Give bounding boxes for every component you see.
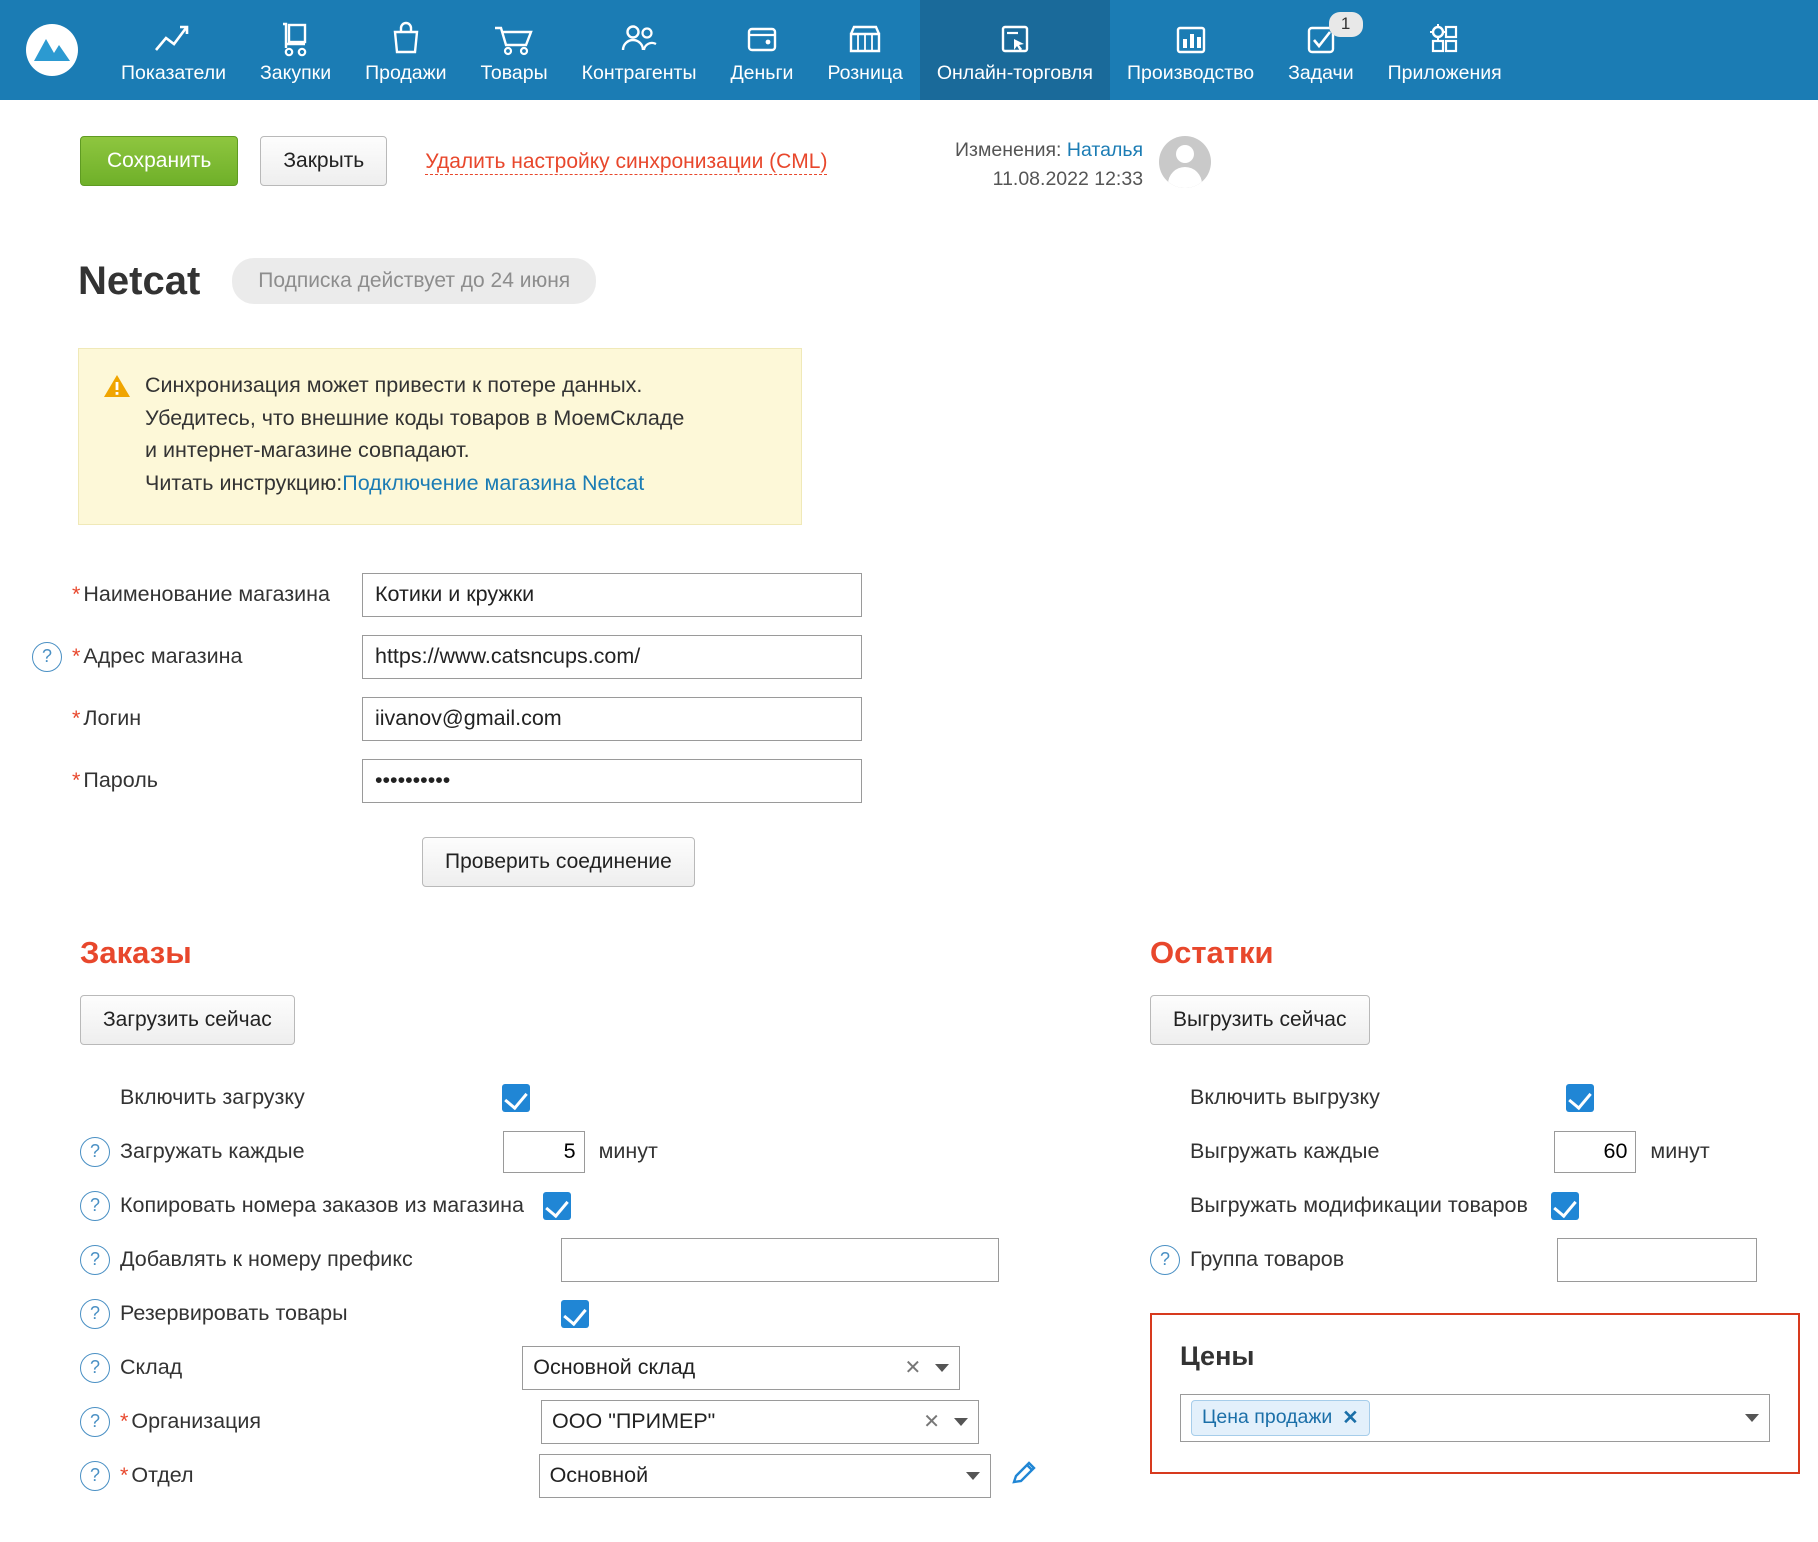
nav-item-label: Деньги xyxy=(730,62,794,85)
nav-item-label: Закупки xyxy=(259,62,332,85)
nav-item-prilozheniya[interactable] xyxy=(1371,0,1519,100)
orders-section xyxy=(0,935,1150,1503)
field-label: * Пароль xyxy=(72,768,158,793)
organization-value: ООО "ПРИМЕР" xyxy=(552,1409,716,1434)
warehouse-label: Склад xyxy=(120,1355,183,1380)
row-export-variants xyxy=(1150,1179,1790,1233)
load-interval-label: Загружать каждые xyxy=(120,1139,305,1164)
nav-item-label: Контрагенты xyxy=(581,62,697,85)
order-prefix-label: Добавлять к номеру префикс xyxy=(120,1247,413,1272)
nav-item-zadachi[interactable] xyxy=(1271,0,1370,100)
nav-item-label: Показатели xyxy=(121,62,226,85)
store-name-input[interactable] xyxy=(362,573,862,617)
product-group-label: Группа товаров xyxy=(1190,1247,1345,1272)
warning-banner xyxy=(78,348,802,525)
chevron-down-icon[interactable] xyxy=(966,1472,980,1480)
instruction-link[interactable]: Подключение магазина Netcat xyxy=(342,471,645,496)
nav-item-label: Продажи xyxy=(365,62,447,85)
hand-truck-icon xyxy=(275,17,317,61)
field-label: * Логин xyxy=(72,706,142,731)
enable-load-checkbox[interactable] xyxy=(502,1084,530,1112)
nav-item-dengi[interactable] xyxy=(713,0,810,100)
row-enable-export xyxy=(1150,1071,1790,1125)
online-store-cursor-icon xyxy=(994,17,1036,61)
export-variants-checkbox[interactable] xyxy=(1551,1192,1579,1220)
organization-select[interactable] xyxy=(541,1400,979,1444)
department-value: Основной xyxy=(549,1463,649,1488)
row-reserve-goods xyxy=(80,1287,1150,1341)
form-row-login xyxy=(0,697,1818,741)
copy-order-numbers-label: Копировать номера заказов из магазина xyxy=(120,1193,524,1218)
store-settings-form xyxy=(0,573,1818,887)
moysklad-logo-icon xyxy=(26,24,78,76)
reserve-goods-label: Резервировать товары xyxy=(120,1301,348,1326)
nav-item-label: Онлайн-торговля xyxy=(936,62,1093,85)
enable-export-checkbox[interactable] xyxy=(1566,1084,1594,1112)
store-icon xyxy=(844,17,886,61)
warehouse-select[interactable] xyxy=(522,1346,960,1390)
nav-item-label: Розница xyxy=(827,62,903,85)
field-label: * Адрес магазина xyxy=(72,644,243,669)
warning-line-2: Убедитесь, что внешние коды товаров в МоемСкладе xyxy=(145,405,685,430)
row-copy-order-numbers xyxy=(80,1179,1150,1233)
apps-gear-icon xyxy=(1424,17,1466,61)
sync-settings-columns xyxy=(0,935,1818,1503)
warning-line-1: Синхронизация может привести к потере данных. xyxy=(145,373,643,397)
close-button[interactable]: Закрыть xyxy=(260,136,387,186)
warning-line-4: Читать инструкцию: xyxy=(145,471,343,496)
nav-item-proizvodstvo[interactable] xyxy=(1110,0,1271,100)
clear-icon[interactable]: ✕ xyxy=(923,1411,941,1434)
load-interval-unit: минут xyxy=(598,1139,658,1164)
stock-section xyxy=(1150,935,1790,1503)
field-label: * Наименование магазина xyxy=(72,582,330,607)
help-icon[interactable]: ? xyxy=(80,1407,110,1437)
help-icon[interactable]: ? xyxy=(80,1353,110,1383)
nav-item-label: Приложения xyxy=(1387,62,1502,85)
export-interval-unit: минут xyxy=(1650,1139,1710,1164)
department-label: * Отдел xyxy=(120,1463,194,1488)
export-variants-label: Выгружать модификации товаров xyxy=(1190,1193,1528,1218)
tasks-badge: 1 xyxy=(1329,12,1363,37)
shopping-cart-icon xyxy=(491,17,537,61)
department-select[interactable] xyxy=(539,1454,991,1498)
nav-item-online-torgovlya[interactable] xyxy=(920,0,1110,100)
export-interval-input[interactable] xyxy=(1554,1131,1636,1173)
top-navigation xyxy=(0,0,1818,100)
prices-highlight-box xyxy=(1150,1313,1800,1474)
changes-date: 11.08.2022 12:33 xyxy=(992,168,1144,191)
row-enable-load xyxy=(80,1071,1150,1125)
reserve-goods-checkbox[interactable] xyxy=(561,1300,589,1328)
order-prefix-input[interactable] xyxy=(561,1238,999,1282)
enable-export-label: Включить выгрузку xyxy=(1190,1085,1380,1110)
load-interval-input[interactable] xyxy=(503,1131,585,1173)
wallet-icon xyxy=(741,17,783,61)
row-department xyxy=(80,1449,1150,1503)
product-group-input[interactable] xyxy=(1557,1238,1757,1282)
chevron-down-icon[interactable] xyxy=(1745,1414,1759,1422)
help-icon[interactable]: ? xyxy=(80,1245,110,1275)
orders-section-title: Заказы xyxy=(80,934,192,970)
help-icon[interactable]: ? xyxy=(1150,1245,1180,1275)
nav-item-kontragenty[interactable] xyxy=(565,0,714,100)
nav-item-pokazateli[interactable] xyxy=(104,0,243,100)
nav-item-roznica[interactable] xyxy=(810,0,919,100)
login-input[interactable] xyxy=(362,697,862,741)
save-button[interactable]: Сохранить xyxy=(80,136,238,186)
action-toolbar xyxy=(0,100,1818,191)
warning-triangle-icon xyxy=(103,373,131,500)
export-now-button[interactable]: Выгрузить сейчас xyxy=(1150,995,1370,1045)
help-icon[interactable]: ? xyxy=(80,1137,110,1167)
chart-line-icon xyxy=(152,17,194,61)
chevron-down-icon[interactable] xyxy=(935,1364,949,1372)
subscription-badge: Подписка действует до 24 июня xyxy=(232,258,596,304)
help-icon[interactable]: ? xyxy=(32,642,62,672)
organization-label: * Организация xyxy=(120,1409,262,1434)
row-export-interval xyxy=(1150,1125,1790,1179)
enable-load-label: Включить загрузку xyxy=(120,1085,305,1110)
export-interval-label: Выгружать каждые xyxy=(1190,1139,1380,1164)
nav-item-tovary[interactable] xyxy=(464,0,565,100)
nav-item-zakupki[interactable] xyxy=(243,0,348,100)
form-row-store-name xyxy=(0,573,1818,617)
row-product-group xyxy=(1150,1233,1790,1287)
form-row-password xyxy=(0,759,1818,803)
store-url-input[interactable] xyxy=(362,635,862,679)
changes-user-link[interactable]: Наталья xyxy=(1066,139,1144,161)
row-organization xyxy=(80,1395,1150,1449)
prices-title: Цены xyxy=(1180,1340,1255,1371)
help-icon[interactable]: ? xyxy=(80,1299,110,1329)
user-avatar-icon[interactable] xyxy=(1159,136,1211,188)
row-warehouse xyxy=(80,1341,1150,1395)
price-type-tag[interactable] xyxy=(1191,1400,1370,1436)
app-logo[interactable] xyxy=(0,0,104,100)
nav-item-label: Товары xyxy=(480,62,548,85)
check-connection-button[interactable]: Проверить соединение xyxy=(422,837,695,887)
help-icon[interactable]: ? xyxy=(80,1191,110,1221)
shopping-bag-icon xyxy=(385,17,427,61)
price-type-tag-label: Цена продажи xyxy=(1202,1406,1333,1429)
row-order-prefix xyxy=(80,1233,1150,1287)
page-title: Netcat xyxy=(78,258,201,303)
prices-multiselect[interactable] xyxy=(1180,1394,1770,1442)
clear-icon[interactable]: ✕ xyxy=(904,1357,922,1380)
page-header xyxy=(78,258,1818,304)
nav-item-prodazhi[interactable] xyxy=(348,0,463,100)
row-load-interval xyxy=(80,1125,1150,1179)
load-now-button[interactable]: Загрузить сейчас xyxy=(80,995,295,1045)
close-icon[interactable]: ✕ xyxy=(1342,1406,1359,1429)
password-input[interactable] xyxy=(362,759,862,803)
copy-order-numbers-checkbox[interactable] xyxy=(543,1192,571,1220)
nav-item-label: Производство xyxy=(1126,62,1255,85)
nav-item-label: Задачи xyxy=(1288,62,1354,85)
warning-line-3: и интернет-магазине совпадают. xyxy=(145,438,470,463)
pencil-icon[interactable] xyxy=(1009,1458,1039,1493)
stock-section-title: Остатки xyxy=(1150,934,1274,970)
delete-sync-settings-link[interactable]: Удалить настройку синхронизации (CML) xyxy=(425,150,828,173)
bar-chart-icon xyxy=(1170,17,1212,61)
form-row-store-url xyxy=(0,635,1818,679)
users-icon xyxy=(616,17,662,61)
warehouse-value: Основной склад xyxy=(533,1355,696,1380)
changes-info xyxy=(955,136,1211,195)
changes-label: Изменения: xyxy=(955,139,1062,161)
help-icon[interactable]: ? xyxy=(80,1461,110,1491)
chevron-down-icon[interactable] xyxy=(954,1418,968,1426)
